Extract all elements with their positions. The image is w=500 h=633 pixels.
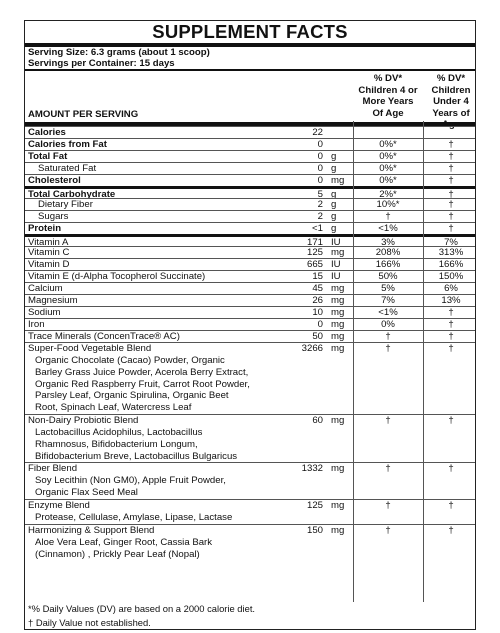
nutrient-row [25, 342, 475, 414]
nutrient-row [25, 318, 475, 330]
nutrient-amount: 150 [306, 524, 323, 536]
nutrient-amount: 60 [312, 415, 323, 426]
dv-col1-line: Children 4 or [358, 84, 418, 96]
footnote-dv: *% Daily Values (DV) are based on a 2000 calorie diet. [28, 603, 256, 614]
nutrient-amount: 50 [312, 331, 323, 342]
supplement-facts-panel [24, 20, 476, 630]
nutrient-amount: 0 [317, 139, 323, 150]
nutrient-row [25, 306, 475, 318]
nutrient-amount: 15 [312, 271, 323, 282]
dv-under-4-value: † [448, 331, 454, 342]
dv-under-4-value: † [448, 199, 454, 210]
dv-under-4-value: † [448, 343, 454, 354]
dv-4-plus-value: 7% [381, 295, 395, 306]
nutrient-row [25, 234, 475, 246]
nutrient-row [25, 162, 475, 174]
dv-4-plus-value: 3% [381, 237, 395, 248]
panel-title: SUPPLEMENT FACTS [152, 21, 348, 42]
nutrient-row [25, 138, 475, 150]
dv-under-4-value: † [448, 463, 454, 475]
nutrient-row [25, 524, 475, 561]
nutrient-row [25, 414, 475, 462]
nutrient-row [25, 150, 475, 162]
nutrient-name: Total Fat [28, 151, 68, 162]
dv-under-4-value: † [448, 499, 454, 511]
dv-under-4-value: † [448, 307, 454, 318]
dv-4-plus-value: 0% [381, 319, 395, 330]
nutrient-name: Vitamin D [28, 259, 70, 270]
dv-under-4-value: † [448, 211, 454, 222]
nutrient-amount: 22 [312, 127, 323, 138]
dv-under-4-value: 313% [438, 247, 464, 258]
ingredient-line: Barley Grass Juice Powder, Acerola Berry Extract, [35, 366, 249, 378]
dv-col1-line: Of Age [372, 107, 404, 119]
nutrient-unit: g [331, 223, 337, 234]
dv-4-plus-value: 10%* [376, 199, 400, 210]
dv-col2-line: % DV* [436, 73, 466, 84]
nutrient-name: Calcium [28, 283, 63, 294]
nutrient-amount: 2 [317, 199, 323, 210]
dv-4-plus-value: 0%* [379, 163, 397, 174]
column-divider [423, 121, 424, 602]
dv-col2-line: Children [431, 84, 471, 96]
nutrient-row [25, 198, 475, 210]
nutrient-amount: 0 [317, 151, 323, 162]
dv-under-4-value: † [448, 524, 454, 536]
nutrient-row [25, 174, 475, 186]
nutrient-unit: mg [331, 247, 345, 258]
nutrient-unit: mg [331, 524, 345, 536]
dv-under-4-value: † [448, 151, 454, 162]
nutrient-name: Magnesium [28, 295, 78, 306]
nutrient-amount: 125 [306, 247, 323, 258]
dv-4-plus-value: <1% [378, 223, 398, 234]
nutrient-amount: 26 [312, 295, 323, 306]
ingredient-line: Lactobacillus Acidophilus, Lactobacillus [35, 427, 203, 438]
nutrient-unit: mg [331, 295, 345, 306]
dv-4-plus-value: <1% [378, 307, 398, 318]
dv-under-4-value: † [448, 223, 454, 234]
nutrient-amount: 665 [306, 259, 323, 270]
dv-column-under-4 [423, 73, 476, 131]
dv-4-plus-value: † [385, 331, 391, 342]
nutrient-name: Sodium [28, 307, 61, 318]
dv-4-plus-value: † [385, 499, 391, 511]
nutrient-amount: 2 [317, 211, 323, 222]
servings-per-container: Servings per Container: 15 days [28, 58, 175, 69]
nutrient-name: Vitamin C [28, 247, 70, 258]
nutrient-unit: mg [331, 499, 345, 511]
nutrient-amount: 5 [317, 189, 323, 200]
nutrient-amount: 45 [312, 283, 323, 294]
nutrient-amount: 0 [317, 319, 323, 330]
nutrient-unit: IU [331, 259, 341, 270]
dv-col1-line: More Years [362, 96, 414, 107]
dv-4-plus-value: 0%* [379, 139, 397, 150]
nutrient-name: Fiber Blend [28, 463, 78, 475]
nutrient-unit: mg [331, 319, 345, 330]
nutrient-name: Calories [28, 127, 66, 138]
dv-under-4-value: † [448, 163, 454, 174]
ingredient-line: Aloe Vera Leaf, Ginger Root, Cassia Bark [35, 536, 213, 548]
nutrient-name: Vitamin A [28, 237, 69, 248]
nutrient-name: Calories from Fat [28, 139, 107, 150]
dv-under-4-value: 13% [441, 295, 461, 306]
dv-4-plus-value: † [385, 463, 391, 475]
nutrient-unit: mg [331, 307, 345, 318]
nutrient-unit: IU [331, 271, 341, 282]
dv-under-4-value: 6% [444, 283, 458, 294]
dv-4-plus-value: † [385, 211, 391, 222]
nutrient-amount: <1 [312, 223, 323, 234]
nutrient-row [25, 294, 475, 306]
amount-per-serving-label: AMOUNT PER SERVING [28, 109, 139, 120]
ingredient-line: Root, Spinach Leaf, Watercress Leaf [35, 402, 192, 414]
nutrient-name: Total Carbohydrate [28, 189, 116, 200]
blend-ingredients [28, 355, 250, 414]
nutrient-amount: 3266 [301, 343, 323, 354]
dv-under-4-value: † [448, 415, 454, 426]
ingredient-line: Protease, Cellulase, Amylase, Lipase, Lactase [35, 511, 233, 523]
ingredient-line: Rhamnosus, Bifidobacterium Longum, [35, 438, 198, 450]
blend-ingredients [28, 427, 237, 462]
nutrient-name: Harmonizing & Support Blend [28, 524, 155, 536]
column-divider [353, 121, 354, 602]
nutrient-name: Protein [28, 223, 62, 234]
nutrient-amount: 10 [312, 307, 323, 318]
nutrient-name: Enzyme Blend [28, 499, 90, 511]
nutrient-name: Dietary Fiber [38, 199, 93, 210]
nutrient-row [25, 462, 475, 499]
dv-4-plus-value: † [385, 343, 391, 354]
nutrient-row [25, 258, 475, 270]
ingredient-line: Organic Chocolate (Cacao) Powder, Organic [35, 355, 225, 366]
dv-4-plus-value: 50% [378, 271, 398, 282]
nutrient-row [25, 270, 475, 282]
nutrient-amount: 125 [306, 499, 323, 511]
dv-col2-line: Under 4 [433, 96, 469, 107]
nutrient-amount: 171 [306, 237, 323, 248]
nutrient-unit: g [331, 199, 337, 210]
nutrient-row [25, 282, 475, 294]
dv-4-plus-value: 208% [375, 247, 401, 258]
blend-ingredients [28, 475, 226, 499]
nutrient-name: Iron [28, 319, 45, 330]
blend-ingredients [28, 512, 232, 524]
dv-4-plus-value: 0%* [379, 175, 397, 186]
nutrient-row [25, 499, 475, 524]
dv-4-plus-value: 166% [375, 259, 401, 270]
nutrient-row [25, 330, 475, 342]
nutrient-name: Sugars [38, 211, 69, 222]
nutrient-name: Cholesterol [28, 175, 81, 186]
table-header [25, 71, 475, 130]
nutrient-unit: mg [331, 331, 345, 342]
blend-ingredients [28, 537, 212, 561]
nutrient-unit: mg [331, 415, 345, 426]
nutrient-name: Super-Food Vegetable Blend [28, 343, 152, 354]
nutrient-unit: mg [331, 463, 345, 475]
serving-size: Serving Size: 6.3 grams (about 1 scoop) [28, 47, 210, 58]
ingredient-line: Organic Flax Seed Meal [35, 487, 138, 499]
dv-col2-line: Years of Age [432, 107, 470, 130]
dv-column-4-plus [353, 73, 423, 119]
nutrient-table [25, 126, 475, 560]
nutrient-name: Vitamin E (d-Alpha Tocopherol Succinate) [28, 271, 206, 282]
nutrient-unit: g [331, 189, 337, 200]
dv-4-plus-value: † [385, 415, 391, 426]
dv-4-plus-value: † [385, 524, 391, 536]
nutrient-name: Trace Minerals (ConcenTrace® AC) [28, 331, 180, 342]
ingredient-line: (Cinnamon) , Prickly Pear Leaf (Nopal) [35, 548, 200, 560]
dv-under-4-value: 166% [438, 259, 464, 270]
nutrient-unit: g [331, 211, 337, 222]
nutrient-amount: 1332 [301, 463, 323, 475]
dv-4-plus-value: 2%* [379, 189, 397, 200]
nutrient-unit: IU [331, 237, 341, 248]
dv-under-4-value: † [448, 139, 454, 150]
ingredient-line: Bifidobacterium Breve, Lactobacillus Bulgaricus [35, 450, 238, 462]
footnote-not-established: † Daily Value not established. [28, 617, 151, 628]
dv-under-4-value: † [448, 319, 454, 330]
nutrient-unit: mg [331, 343, 345, 354]
nutrient-row [25, 210, 475, 222]
nutrient-name: Saturated Fat [38, 163, 97, 174]
nutrient-row [25, 222, 475, 234]
ingredient-line: Soy Lecithin (Non GM0), Apple Fruit Powder, [35, 475, 226, 487]
nutrient-unit: mg [331, 175, 345, 186]
nutrient-name: Non-Dairy Probiotic Blend [28, 415, 139, 426]
dv-4-plus-value: 5% [381, 283, 395, 294]
nutrient-amount: 0 [317, 175, 323, 186]
dv-under-4-value: † [448, 175, 454, 186]
nutrient-amount: 0 [317, 163, 323, 174]
dv-under-4-value: 7% [444, 237, 458, 248]
ingredient-line: Organic Red Raspberry Fruit, Carrot Root Powder, [35, 378, 250, 390]
dv-under-4-value: † [448, 189, 454, 200]
ingredient-line: Parsley Leaf, Organic Spirulina, Organic Beet [35, 390, 229, 402]
nutrient-row [25, 186, 475, 198]
nutrient-row [25, 126, 475, 138]
dv-4-plus-value: 0%* [379, 151, 397, 162]
dv-under-4-value: 150% [438, 271, 464, 282]
dv-col1-line: % DV* [373, 73, 403, 84]
nutrient-unit: mg [331, 283, 345, 294]
nutrient-unit: g [331, 151, 337, 162]
nutrient-unit: g [331, 163, 337, 174]
nutrient-row [25, 246, 475, 258]
